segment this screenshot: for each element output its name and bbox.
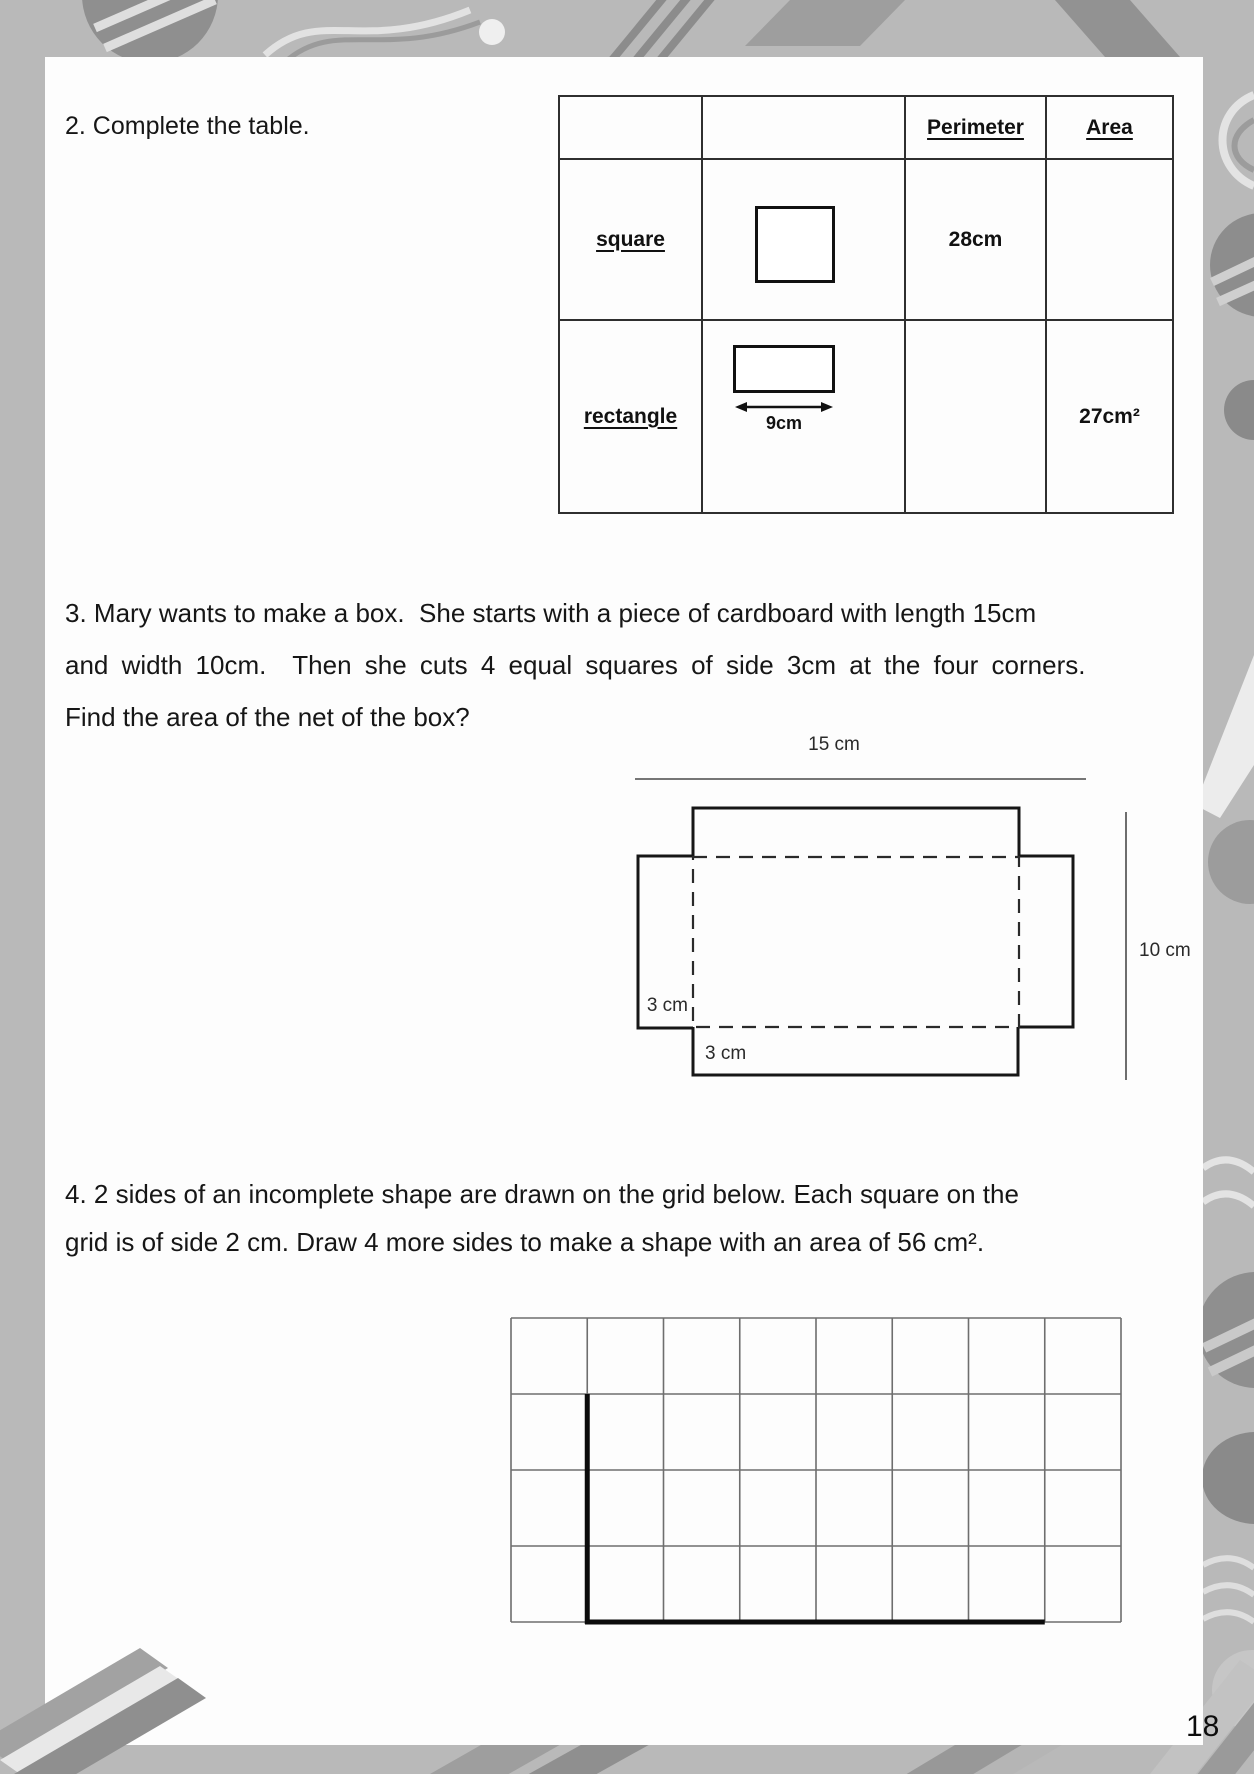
box-net-diagram bbox=[600, 730, 1200, 1095]
decor-wave-lines-right bbox=[1203, 1160, 1254, 1206]
question2-prompt: 2. Complete the table. bbox=[65, 112, 310, 140]
square-shape-cell bbox=[702, 159, 905, 320]
decor-ellipse-right bbox=[1202, 1432, 1254, 1524]
question3-line1: 3. Mary wants to make a box. She starts with a piece of cardboard with length 15cm bbox=[65, 598, 1037, 628]
question3-line3: Find the area of the net of the box? bbox=[65, 702, 470, 732]
corner-bottom-label: 3 cm bbox=[705, 1043, 747, 1064]
decor-ribbon-top-right bbox=[1055, 0, 1180, 57]
worksheet-page bbox=[45, 57, 1203, 1745]
decor-wave-lines-top bbox=[265, 10, 505, 62]
decor-striped-ball-right-2 bbox=[1198, 1272, 1254, 1388]
grid-lines bbox=[511, 1318, 1121, 1622]
decor-striped-ball-top-left bbox=[82, 0, 218, 63]
decor-white-swoosh-right bbox=[1195, 655, 1254, 818]
decor-swirl-right bbox=[1223, 95, 1254, 186]
perimeter-area-table bbox=[558, 95, 1174, 514]
answer-grid bbox=[506, 1313, 1126, 1629]
corner-left-label: 3 cm bbox=[646, 995, 688, 1016]
question3-line2: and width 10cm. Then she cuts 4 equal squares of side 3cm at the four corners. bbox=[65, 650, 1086, 680]
table-header-row bbox=[559, 96, 1173, 159]
square-outline-shape bbox=[755, 206, 835, 283]
width-dimension-label: 10 cm bbox=[1139, 940, 1191, 961]
rectangle-label-cell: rectangle bbox=[559, 320, 702, 513]
question4-line1: 4. 2 sides of an incomplete shape are drawn on the grid below. Each square on the bbox=[65, 1179, 1019, 1209]
question4-line2: grid is of side 2 cm. Draw 4 more sides to make a shape with an area of 56 cm². bbox=[65, 1227, 985, 1257]
decor-ball-right-1 bbox=[1224, 380, 1254, 440]
header-area: Area bbox=[1046, 96, 1173, 159]
page-number: 18 bbox=[1186, 1710, 1220, 1743]
table-row-square bbox=[559, 159, 1173, 320]
rectangle-area-cell: 27cm² bbox=[1046, 320, 1173, 513]
net-solid-outline bbox=[638, 808, 1073, 1075]
decor-diagonal-lines-top bbox=[612, 0, 716, 60]
header-empty-2 bbox=[702, 96, 905, 159]
square-label-cell: square bbox=[559, 159, 702, 320]
table-row-rectangle bbox=[559, 320, 1173, 513]
header-perimeter: Perimeter bbox=[905, 96, 1046, 159]
header-empty-1 bbox=[559, 96, 702, 159]
square-perimeter-cell: 28cm bbox=[905, 159, 1046, 320]
decor-ball-right-2 bbox=[1208, 820, 1254, 904]
length-dimension-label: 15 cm bbox=[808, 734, 860, 755]
rectangle-perimeter-cell bbox=[905, 320, 1046, 513]
decor-striped-ball-right bbox=[1210, 213, 1254, 317]
width-arrow bbox=[735, 400, 833, 414]
rectangle-width-label: 9cm bbox=[765, 413, 803, 433]
net-fold-dashed-rect bbox=[693, 857, 1019, 1027]
rectangle-shape-cell bbox=[702, 320, 905, 513]
drawn-shape-sides bbox=[585, 1394, 1045, 1624]
decor-wave-lines-right-2 bbox=[1203, 1558, 1254, 1622]
rectangle-outline-shape bbox=[733, 345, 835, 393]
decor-ribbon-top bbox=[745, 0, 905, 46]
square-area-cell bbox=[1046, 159, 1173, 320]
